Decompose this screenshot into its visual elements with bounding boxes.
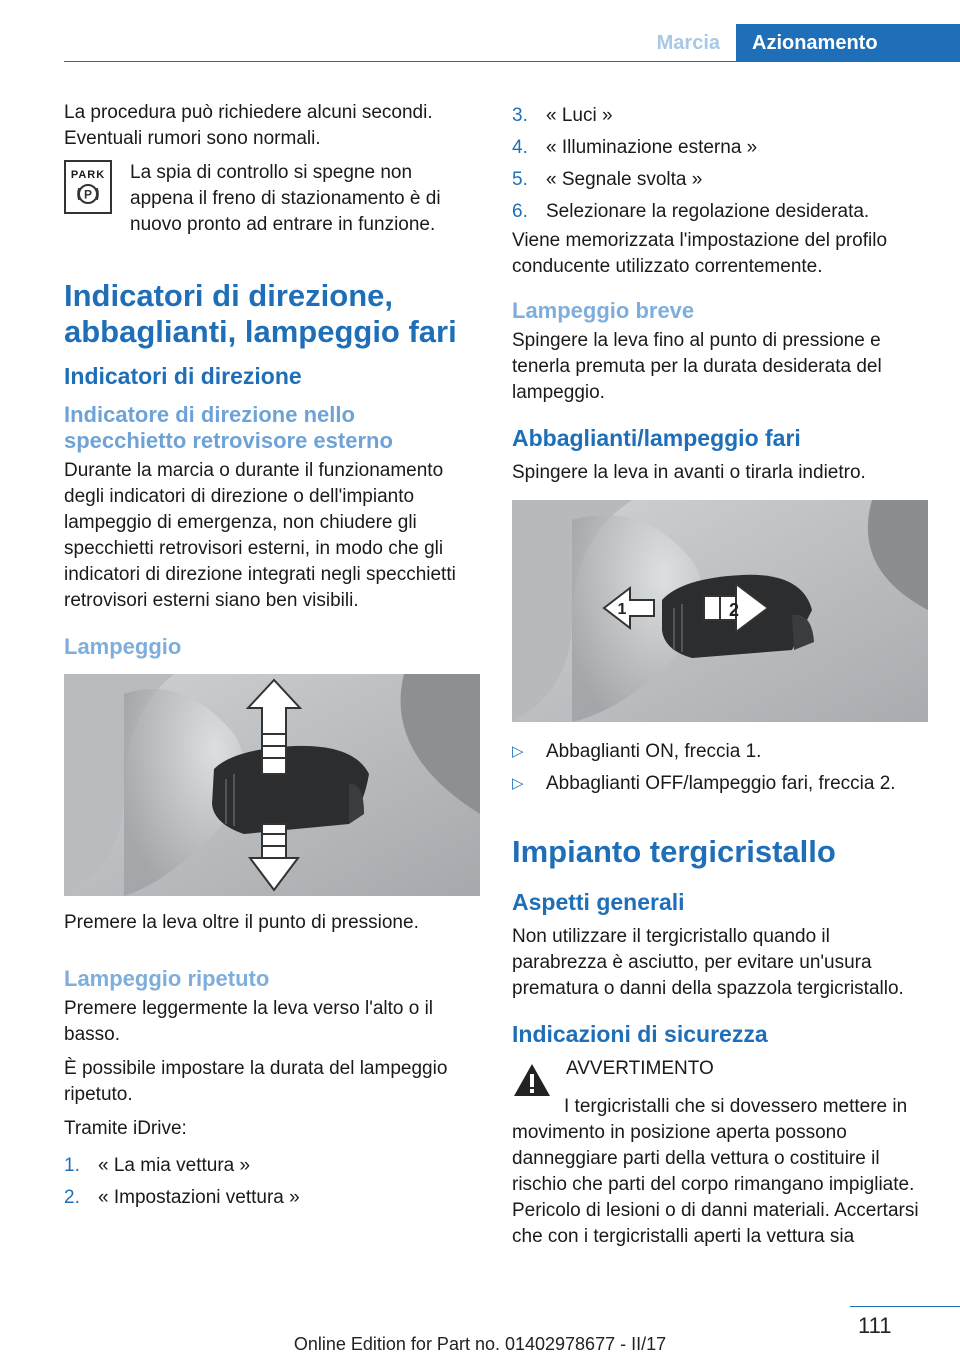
svg-text:2: 2 (728, 600, 740, 620)
bullet-text: Abbaglianti OFF/lampeggio fari, freccia 2. (546, 773, 896, 794)
warning-block (512, 1056, 928, 1098)
park-circle-icon (76, 182, 100, 206)
profile-paragraph: Viene memorizzata l'impostazione del profilo conducente utilizzato correntemente. (512, 230, 888, 277)
idrive-steps-right (512, 100, 928, 228)
subheading-ripetuto: Lampeggio ripetuto (64, 966, 270, 991)
step-text: « Segnale svolta » (546, 169, 703, 190)
step-text: « La mia vettura » (98, 1155, 251, 1176)
park-note-text: La spia di controllo si spegne non appena il freno di stazionamento è di nuovo pronto ad entrare in funzione. (130, 162, 441, 235)
figure1-caption: Premere la leva oltre il punto di pressione. (64, 912, 419, 933)
warning-title: AVVERTIMENTO (566, 1058, 714, 1079)
subheading-sicurezza: Indicazioni di sicurezza (512, 1021, 768, 1047)
breve-paragraph: Spingere la leva fino al punto di pressione e tenerla premuta per la durata desiderata del lampeggio. (512, 330, 882, 403)
list-item (512, 768, 928, 800)
figure-lever-up-down (64, 674, 480, 896)
lever-illustration-1 (64, 674, 480, 896)
step-number: 1. (64, 1155, 80, 1176)
subheading-breve: Lampeggio breve (512, 298, 695, 323)
step-text: Selezionare la regolazione desiderata. (546, 201, 870, 222)
ripetuto-paragraph-1: Premere leggermente la leva verso l'alto o il basso. (64, 998, 434, 1045)
mirror-paragraph: Durante la marcia o durante il funzionamento degli indicatori di direzione o dell'impianto lampeggio di emergenza, non chiudere gli specchietti retrovisori esterni, in modo che gli indicatori di direzione integrati negli specchietti retrovisori esterni siano ben visibili. (64, 460, 456, 611)
list-item (512, 132, 928, 164)
step-number: 2. (64, 1187, 80, 1208)
step-text: « Impostazioni vettura » (98, 1187, 300, 1208)
header-section-azionamento[interactable]: Azionamento (736, 24, 960, 62)
bullet-text: Abbaglianti ON, freccia 1. (546, 741, 762, 762)
subheading-mirror: Indicatore di direzione nello specchietto retrovisore esterno (64, 402, 393, 453)
svg-text:1: 1 (617, 601, 627, 618)
figure-lever-forward-back (512, 500, 928, 722)
generali-paragraph: Non utilizzare il tergicristallo quando il parabrezza è asciutto, per evitare un'usura prematura o danni della spazzola tergicristallo. (512, 926, 904, 999)
step-number: 5. (512, 169, 528, 190)
page-header (641, 24, 960, 62)
idrive-steps-left (64, 1150, 480, 1214)
step-number: 3. (512, 105, 528, 126)
abbaglianti-bullets (512, 736, 928, 800)
list-item (64, 1182, 480, 1214)
left-column (64, 100, 480, 1214)
intro-paragraph: La procedura può richiedere alcuni secondi. Eventuali rumori sono normali. (64, 102, 433, 149)
warning-text: I tergicristalli che si dovessero mettere in movimento in posizione aperta possono danneggiare parti della vettura o costituire il rischio che parti del corpo rimangano impigliate. Pericolo di lesioni o di danni materiali. Accertarsi che con i tergicristalli aperti la vettura sia (512, 1096, 919, 1247)
list-item (512, 164, 928, 196)
abbaglianti-paragraph: Spingere la leva in avanti o tirarla indietro. (512, 462, 866, 483)
header-rule (64, 61, 960, 62)
ripetuto-paragraph-2: È possibile impostare la durata del lampeggio ripetuto. (64, 1058, 448, 1105)
heading-tergicristallo: Impianto tergicristallo (512, 834, 836, 869)
warning-triangle-icon (512, 1062, 552, 1098)
right-column (512, 100, 928, 1258)
park-brake-icon (64, 160, 112, 214)
heading-indicators: Indicatori di direzione, abbaglianti, lampeggio fari (64, 278, 457, 349)
page-number: 111 (858, 1313, 892, 1338)
triangle-bullet-icon: ▷ (512, 743, 524, 760)
subheading-abbaglianti: Abbaglianti/lampeggio fari (512, 425, 801, 451)
subheading-generali: Aspetti generali (512, 889, 685, 915)
list-item (512, 736, 928, 768)
list-item (512, 100, 928, 132)
step-number: 6. (512, 201, 528, 222)
triangle-bullet-icon: ▷ (512, 775, 524, 792)
footer-edition: Online Edition for Part no. 01402978677 - II/17 (293, 1334, 667, 1354)
list-item (512, 196, 928, 228)
subheading-indicators: Indicatori di direzione (64, 363, 302, 389)
svg-text:P: P (83, 187, 93, 201)
park-icon-label: PARK (70, 168, 106, 181)
ripetuto-paragraph-3: Tramite iDrive: (64, 1118, 187, 1139)
step-text: « Luci » (546, 105, 613, 126)
header-section-marcia[interactable]: Marcia (656, 32, 720, 54)
subheading-lampeggio: Lampeggio (64, 634, 182, 659)
list-item (64, 1150, 480, 1182)
park-indicator-note (64, 160, 480, 238)
step-text: « Illuminazione esterna » (546, 137, 758, 158)
step-number: 4. (512, 137, 528, 158)
lever-illustration-2 (512, 500, 928, 722)
footer-rule (850, 1306, 960, 1307)
